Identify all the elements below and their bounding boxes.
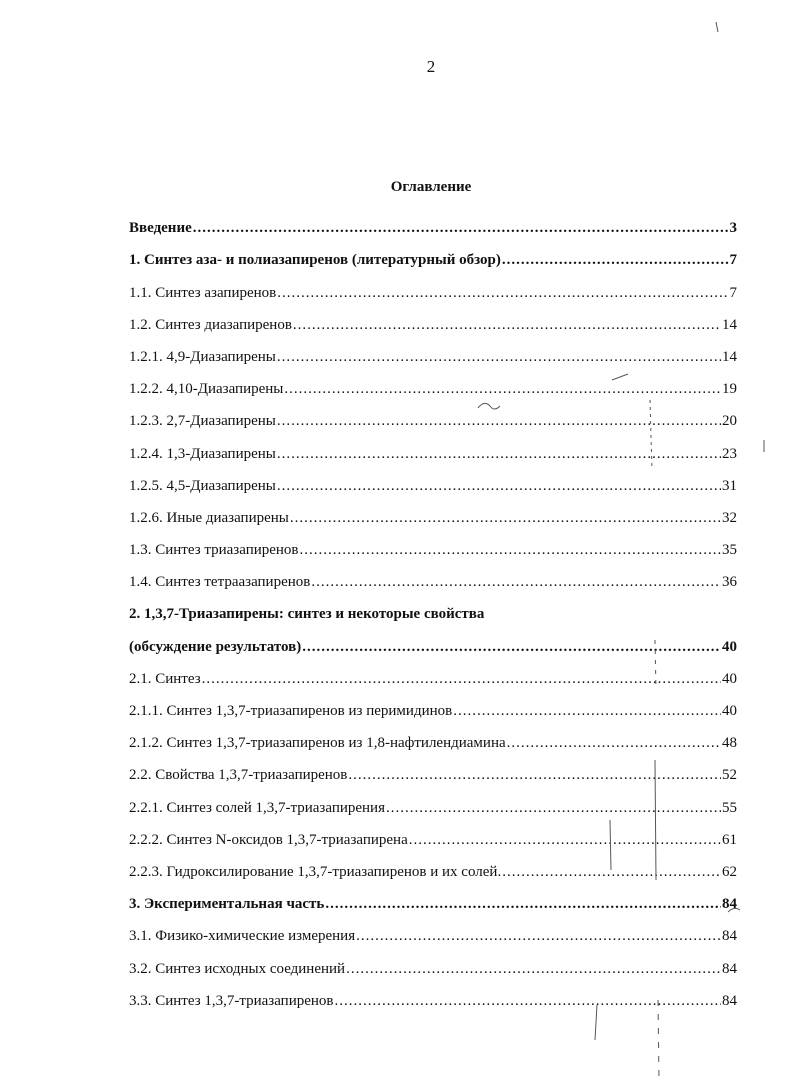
dot-leader — [453, 702, 721, 720]
dot-leader — [290, 509, 721, 527]
toc-entry — [129, 463, 737, 495]
toc-entry-label: 3.3. Синтез 1,3,7-триазапиренов — [129, 992, 334, 1009]
toc-entry-page: 36 — [722, 574, 737, 591]
toc-entry-page: 20 — [722, 413, 737, 430]
toc-entry-label: 3.2. Синтез исходных соединений — [129, 960, 346, 977]
toc-entry — [129, 720, 737, 752]
toc-entry-label: 1.2.6. Иные диазапирены — [129, 509, 289, 526]
toc-entry — [129, 784, 737, 816]
toc-entry-page: 40 — [722, 638, 737, 655]
page-number: 2 — [426, 57, 436, 76]
toc-entry-label: 2.2. Свойства 1,3,7-триазапиренов — [129, 767, 348, 784]
toc-entry — [129, 430, 737, 462]
toc-entry-page: 3 — [729, 220, 737, 237]
toc-entry — [129, 398, 737, 430]
toc-entry-page: 84 — [722, 928, 737, 945]
toc-entry-label: 2.2.2. Синтез N-оксидов 1,3,7-триазапирена — [129, 831, 408, 848]
toc-entry — [129, 849, 737, 881]
toc-entry-label: 2.2.3. Гидроксилирование 1,3,7-триазапиренов и их солей. — [129, 863, 502, 880]
toc-entry-page: 19 — [722, 381, 737, 398]
toc-entry-label: 3. Экспериментальная часть — [129, 896, 325, 913]
toc-entry-label: 1.2.2. 4,10-Диазапирены — [129, 381, 284, 398]
dot-leader — [300, 541, 721, 559]
table-of-contents — [129, 205, 737, 1010]
dot-leader — [277, 284, 728, 302]
dot-leader — [356, 927, 721, 945]
dot-leader — [302, 638, 721, 656]
toc-entry — [129, 752, 737, 784]
toc-entry-label: 2. 1,3,7-Триазапирены: синтез и некоторые свойства — [129, 606, 485, 623]
toc-entry-page: 14 — [722, 316, 737, 333]
dot-leader — [502, 863, 721, 881]
toc-entry — [129, 559, 737, 591]
toc-entry-label: 1.2. Синтез диазапиренов — [129, 316, 292, 333]
dot-leader — [348, 766, 721, 784]
toc-entry — [129, 495, 737, 527]
toc-entry — [129, 817, 737, 849]
toc-entry-label: 1.2.4. 1,3-Диазапирены — [129, 445, 276, 462]
toc-entry-label: Введение — [129, 220, 192, 237]
toc-entry — [129, 978, 737, 1010]
dot-leader — [277, 445, 721, 463]
dot-leader — [335, 992, 721, 1010]
toc-entry-page: 7 — [729, 252, 737, 269]
toc-entry-page: 40 — [722, 670, 737, 687]
toc-entry — [129, 527, 737, 559]
toc-entry-label: (обсуждение результатов) — [129, 638, 302, 655]
toc-entry-label: 2.1. Синтез — [129, 670, 201, 687]
toc-entry-label: 1.2.3. 2,7-Диазапирены — [129, 413, 276, 430]
dot-leader — [277, 412, 721, 430]
dot-leader — [293, 316, 721, 334]
dot-leader — [386, 799, 721, 817]
toc-entry — [129, 366, 737, 398]
toc-entry-label: 2.1.1. Синтез 1,3,7-триазапиренов из перимидинов — [129, 703, 453, 719]
dot-leader — [277, 477, 721, 495]
toc-entry-page: 84 — [722, 992, 737, 1009]
toc-entry-page: 35 — [722, 542, 737, 559]
toc-entry-page: 14 — [722, 348, 737, 365]
dot-leader — [202, 670, 721, 688]
dot-leader — [502, 251, 729, 269]
dot-leader — [193, 219, 729, 237]
toc-entry-page: 32 — [722, 509, 737, 526]
toc-entry — [129, 205, 737, 237]
dot-leader — [277, 348, 721, 366]
toc-entry — [129, 591, 737, 623]
toc-entry — [129, 302, 737, 334]
toc-entry-page: 62 — [722, 863, 737, 880]
toc-entry-label: 1.2.5. 4,5-Диазапирены — [129, 477, 276, 494]
toc-entry-page: 52 — [722, 767, 737, 784]
toc-entry — [129, 945, 737, 977]
toc-entry-page: 31 — [722, 477, 737, 494]
toc-entry — [129, 688, 737, 720]
dot-leader — [346, 960, 721, 978]
toc-entry-page: 48 — [722, 735, 737, 752]
toc-entry-page: 84 — [722, 960, 737, 977]
toc-entry-label: 3.1. Физико-химические измерения — [129, 928, 356, 945]
toc-entry-page: 55 — [722, 799, 737, 816]
toc-entry-label: 2.1.2. Синтез 1,3,7-триазапиренов из 1,8-нафтилендиамина — [129, 735, 506, 752]
toc-entry-label: 2.2.1. Синтез солей 1,3,7-триазапирения — [129, 799, 385, 816]
toc-entry-label: 1.1. Синтез азапиренов — [129, 284, 277, 301]
toc-entry-page: 23 — [722, 445, 737, 462]
toc-entry-page: 7 — [729, 284, 737, 301]
toc-entry-label: 1.4. Синтез тетраазапиренов — [129, 574, 311, 591]
toc-entry — [129, 269, 737, 301]
toc-entry-label: 1.2.1. 4,9-Диазапирены — [129, 348, 276, 365]
toc-entry-page: 84 — [722, 896, 737, 913]
dot-leader — [284, 380, 721, 398]
dot-leader — [409, 831, 721, 849]
dot-leader — [311, 573, 721, 591]
toc-entry-label: 1.3. Синтез триазапиренов — [129, 542, 299, 559]
dot-leader — [507, 734, 721, 752]
toc-entry — [129, 656, 737, 688]
toc-entry — [129, 623, 737, 655]
toc-entry-label: 1. Синтез аза- и полиазапиренов (литературный обзор) — [129, 252, 501, 269]
toc-entry — [129, 237, 737, 269]
toc-title: Оглавление — [390, 179, 472, 195]
toc-entry — [129, 913, 737, 945]
toc-entry-page: 61 — [722, 831, 737, 848]
dot-leader — [325, 895, 721, 913]
toc-entry — [129, 881, 737, 913]
toc-entry-page: 40 — [722, 703, 737, 719]
toc-entry — [129, 334, 737, 366]
